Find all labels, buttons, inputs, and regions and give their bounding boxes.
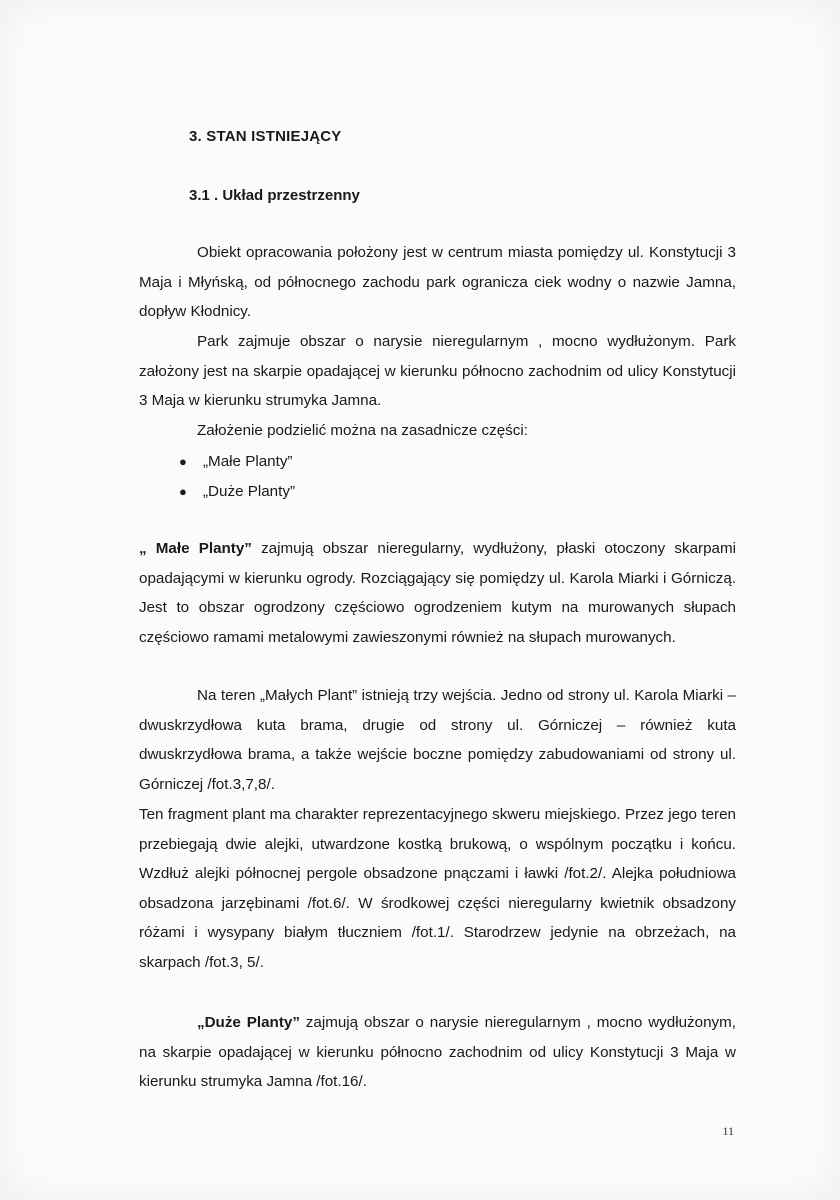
bullet-list: [139, 447, 736, 506]
paragraph-duze-planty: [139, 1008, 736, 1097]
page-number: 11: [722, 1124, 734, 1138]
paragraph-2: [139, 327, 736, 416]
paragraph-3: [139, 416, 736, 446]
term-male-planty: „ Małe Planty”: [139, 540, 252, 557]
paragraph-7-text: [139, 1008, 736, 1097]
paragraph-entrances: [139, 681, 736, 799]
paragraph-1: [139, 238, 736, 327]
paragraph-fragment: [139, 800, 736, 977]
bullet-icon: ●: [179, 483, 187, 499]
subsection-heading: 3.1 . Układ przestrzenny: [189, 187, 360, 204]
list-item: [139, 447, 736, 477]
list-item-label: „Małe Planty”: [203, 453, 293, 470]
paragraph-4-body: zajmują obszar nieregularny, wydłużony, płaski otoczony skarpami opadającymi w kierunku ogrody. Rozciągający się pomiędzy ul. Karola Miarki i Górniczą. Jest to obszar ogrodzony częściowo ogrodzeniem kutym na murowanych słupach częściowo ramami metalowymi zawieszonymi również na słupach murowanych.: [139, 540, 737, 646]
paragraph-2-text: Park zajmuje obszar o narysie nieregularnym , mocno wydłużonym. Park założony jest na skarpie opadającej w kierunku północno zachodnim od ulicy Konstytucji 3 Maja w kierunku strumyka Jamna.: [139, 333, 736, 409]
section-heading: 3. STAN ISTNIEJĄCY: [189, 128, 342, 145]
paragraph-4-text: [139, 534, 736, 652]
list-item-label: „Duże Planty”: [203, 482, 296, 500]
paragraph-7-body: zajmują obszar o narysie nieregularnym , mocno wydłużonym, na skarpie opadającej w kierunku północno zachodnim od ulicy Konstytucji 3 Maja w kierunku strumyka Jamna /fot.16/.: [139, 1014, 736, 1090]
paragraph-6-text: Ten fragment plant ma charakter reprezentacyjnego skweru miejskiego. Przez jego teren przebiegają dwie alejki, utwardzone kostką brukową, o wspólnym początku i końcu. Wzdłuż alejki północnej pergole obsadzone pnączami i ławki /fot.2/. Alejka południowa obsadzona jarzębinami /fot.6/. W środkowej części nieregularny kwietnik obsadzony różami i wysypany białym tłuczniem /fot.1/. Starodrzew jedynie na obrzeżach, na skarpach /fot.3, 5/.: [139, 806, 736, 971]
paragraph-1-text: Obiekt opracowania położony jest w centrum miasta pomiędzy ul. Konstytucji 3 Maja i Młyńską, od północnego zachodu park ogranicza ciek wodny o nazwie Jamna, dopływ Kłodnicy.: [139, 244, 736, 320]
paragraph-male-planty: [139, 534, 736, 652]
bullet-icon: ●: [179, 454, 187, 469]
paragraph-3-text: Założenie podzielić można na zasadnicze części:: [197, 422, 528, 439]
paragraph-5-text: Na teren „Małych Plant” istnieją trzy wejścia. Jedno od strony ul. Karola Miarki – dwuskrzydłowa kuta brama, drugie od strony ul. Górniczej – również kuta dwuskrzydłowa brama, a także wejście boczne pomiędzy zabudowaniami od strony ul. Górniczej /fot.3,7,8/.: [139, 687, 736, 793]
list-item: [139, 477, 736, 507]
term-duze-planty: „Duże Planty”: [197, 1014, 300, 1031]
